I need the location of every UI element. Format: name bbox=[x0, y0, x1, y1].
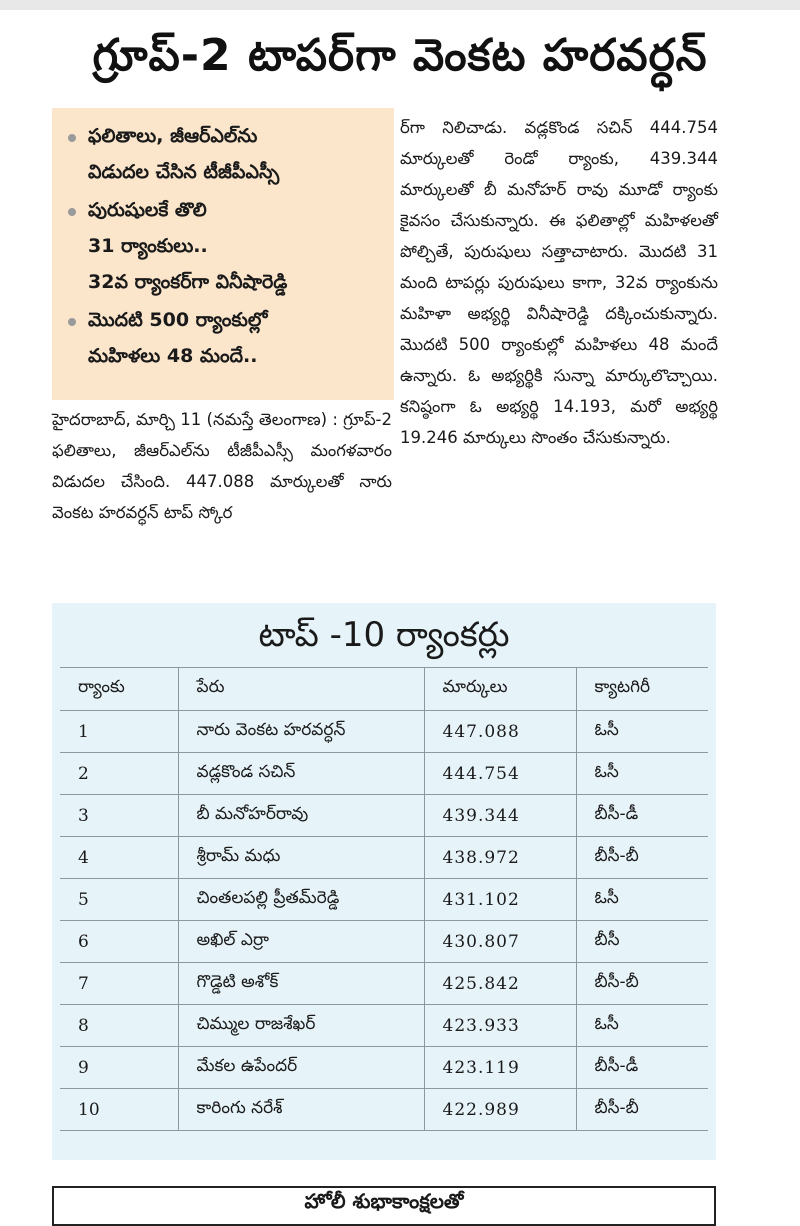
name-cell: శ్రీరామ్‌ మధు bbox=[178, 837, 424, 879]
category-cell: బీసీ-బీ bbox=[576, 837, 708, 879]
header-category: క్యాటగిరీ bbox=[576, 668, 708, 711]
rank-cell: 8 bbox=[60, 1005, 178, 1047]
rank-cell: 3 bbox=[60, 795, 178, 837]
marks-cell: 444.754 bbox=[424, 753, 576, 795]
rank-cell: 6 bbox=[60, 921, 178, 963]
article-column-left: హైదరాబాద్‌, మార్చి 11 (నమస్తే తెలంగాణ) : గ్రూప్‌-2 ఫలితాలు, జీఆర్‌ఎల్‌ను టీజీపీఎస్సీ మంగళవారం విడుదల చేసింది. 447.088 మార్కులతో నారు వెంకట హరవర్ధన్‌ టాప్‌ స్కోర bbox=[52, 410, 392, 522]
greetings-box bbox=[52, 1186, 716, 1226]
table-title: టాప్‌ -10 ర్యాంకర్లు bbox=[258, 615, 510, 655]
category-cell: బీసీ bbox=[576, 921, 708, 963]
name-cell: చింతలపల్లి ప్రీతమ్‌రెడ్డి bbox=[178, 879, 424, 921]
name-cell: బీ మనోహర్‌రావు bbox=[178, 795, 424, 837]
name-cell: కారింగు నరేశ్‌ bbox=[178, 1089, 424, 1131]
bullet-icon bbox=[68, 318, 76, 326]
header-name: పేరు bbox=[178, 668, 424, 711]
rank-cell: 2 bbox=[60, 753, 178, 795]
rank-cell: 5 bbox=[60, 879, 178, 921]
highlight-text: పురుషులకే తొలి 31 ర్యాంకులు.. 32వ ర్యాంకర్‌గా వినీషారెడ్డి bbox=[88, 199, 288, 293]
table-row bbox=[60, 837, 708, 879]
marks-cell: 425.842 bbox=[424, 963, 576, 1005]
marks-cell: 431.102 bbox=[424, 879, 576, 921]
top-rankers-table-card bbox=[52, 603, 716, 1160]
marks-cell: 423.933 bbox=[424, 1005, 576, 1047]
marks-cell: 438.972 bbox=[424, 837, 576, 879]
header-marks: మార్కులు bbox=[424, 668, 576, 711]
rank-cell: 1 bbox=[60, 711, 178, 753]
category-cell: బీసీ-బీ bbox=[576, 963, 708, 1005]
table-row bbox=[60, 1005, 708, 1047]
greetings-title: హోలీ శుభాకాంక్షలతో bbox=[304, 1189, 464, 1213]
marks-cell: 430.807 bbox=[424, 921, 576, 963]
marks-cell: 439.344 bbox=[424, 795, 576, 837]
rank-cell: 7 bbox=[60, 963, 178, 1005]
table-header-row bbox=[60, 668, 708, 711]
article-column-right: ర్‌గా నిలిచాడు. వడ్లకొండ సచిన్‌ 444.754 మార్కులతో రెండో ర్యాంకు, 439.344 మార్కులతో బీ మనోహర్‌ రావు మూడో ర్యాంకు కైవసం చేసుకున్నారు. ఈ ఫలితాల్లో మహిళలతో పోల్చితే, పురుషులు సత్తాచాటారు. మొదటి 31 మంది టాపర్లు పురుషులు కాగా, 32వ ర్యాంకును మహిళా అభ్యర్థి వినీషారెడ్డి దక్కించుకున్నారు. మొదటి 500 ర్యాంకుల్లో మహిళలు 48 మందే ఉన్నారు. ఓ అభ్యర్థికి సున్నా మార్కులొచ్చాయి. కనిష్ఠంగా ఓ అభ్యర్థి 14.193, మరో అభ్యర్థి 19.246 మార్కులు సొంతం చేసుకున్నారు. bbox=[400, 118, 718, 447]
highlight-item bbox=[64, 118, 384, 190]
category-cell: బీసీ-బీ bbox=[576, 1089, 708, 1131]
category-cell: బీసీ-డీ bbox=[576, 795, 708, 837]
category-cell: ఓసీ bbox=[576, 753, 708, 795]
highlight-item bbox=[64, 192, 384, 300]
category-cell: ఓసీ bbox=[576, 1005, 708, 1047]
highlight-text: ఫలితాలు, జీఆర్‌ఎల్‌ను విడుదల చేసిన టీజీపీఎస్సీ bbox=[88, 125, 280, 183]
rankers-table bbox=[60, 667, 708, 1131]
top-divider bbox=[0, 0, 800, 10]
name-cell: వడ్లకొండ సచిన్‌ bbox=[178, 753, 424, 795]
bullet-icon bbox=[68, 134, 76, 142]
category-cell: బీసీ-డీ bbox=[576, 1047, 708, 1089]
rank-cell: 10 bbox=[60, 1089, 178, 1131]
page-title: గ్రూప్‌-2 టాపర్‌గా వెంకట హరవర్ధన్‌ bbox=[92, 30, 708, 81]
highlight-text: మొదటి 500 ర్యాంకుల్లో మహిళలు 48 మందే.. bbox=[88, 309, 268, 367]
name-cell: గొడ్డెటి అశోక్‌ bbox=[178, 963, 424, 1005]
bullet-icon bbox=[68, 208, 76, 216]
marks-cell: 423.119 bbox=[424, 1047, 576, 1089]
category-cell: ఓసీ bbox=[576, 711, 708, 753]
highlight-item bbox=[64, 302, 384, 374]
name-cell: నారు వెంకట హరవర్ధన్‌ bbox=[178, 711, 424, 753]
header-rank: ర్యాంకు bbox=[60, 668, 178, 711]
name-cell: అఖిల్‌ ఎర్రా bbox=[178, 921, 424, 963]
marks-cell: 422.989 bbox=[424, 1089, 576, 1131]
table-row bbox=[60, 879, 708, 921]
rank-cell: 4 bbox=[60, 837, 178, 879]
table-row bbox=[60, 711, 708, 753]
marks-cell: 447.088 bbox=[424, 711, 576, 753]
rank-cell: 9 bbox=[60, 1047, 178, 1089]
table-row bbox=[60, 753, 708, 795]
category-cell: ఓసీ bbox=[576, 879, 708, 921]
table-row bbox=[60, 1047, 708, 1089]
highlights-box bbox=[52, 108, 394, 400]
name-cell: చిమ్ముల రాజశేఖర్‌ bbox=[178, 1005, 424, 1047]
table-row bbox=[60, 1089, 708, 1131]
table-row bbox=[60, 921, 708, 963]
table-row bbox=[60, 963, 708, 1005]
name-cell: మేకల ఉపేందర్‌ bbox=[178, 1047, 424, 1089]
table-row bbox=[60, 795, 708, 837]
